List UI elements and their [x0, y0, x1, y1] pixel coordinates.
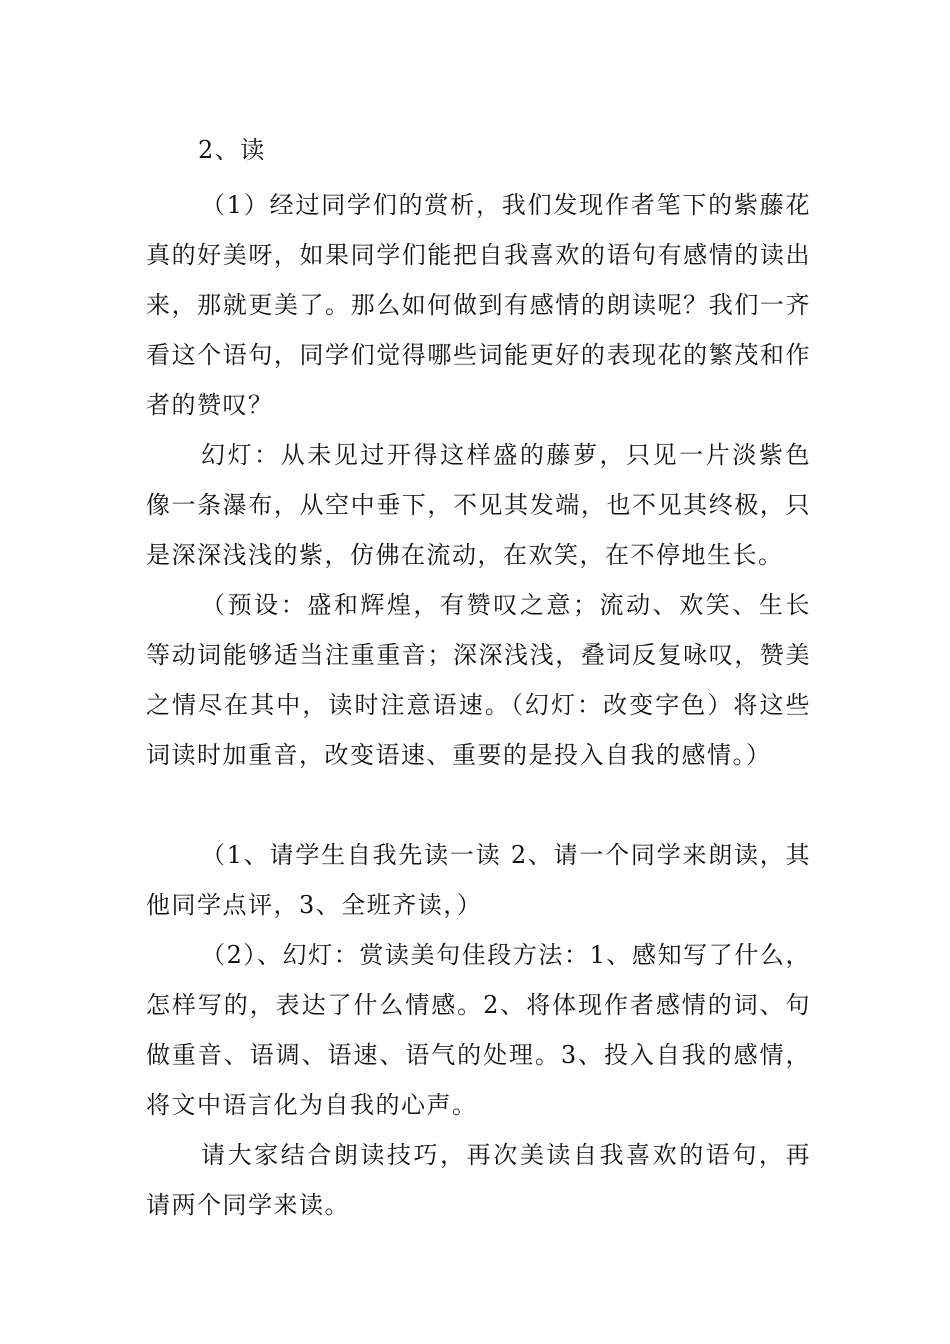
paragraph-closing: 请大家结合朗读技巧，再次美读自我喜欢的语句，再请两个同学来读。 [146, 1141, 811, 1219]
paragraph-method: （2）、幻灯：赏读美句佳段方法：1、感知写了什么，怎样写的，表达了什么情感。2、将体现作者感情的词、句做重音、语调、语速、语气的处理。3、投入自我的感情，将文中语言化为自我的心声。 [146, 941, 811, 1119]
paragraph-slide-quote: 幻灯：从未见过开得这样盛的藤萝，只见一片淡紫色像一条瀑布，从空中垂下，不见其发端，也不见其终极，只是深深浅浅的紫，仿佛在流动，在欢笑，在不停地生长。 [146, 441, 811, 569]
paragraph-reading-steps: （1、请学生自我先读一读 2、请一个同学来朗读，其他同学点评，3、全班齐读，） [146, 841, 811, 919]
paragraph-preset: （预设：盛和辉煌，有赞叹之意；流动、欢笑、生长等动词能够适当注重重音；深深浅浅，叠词反复咏叹，赞美之情尽在其中，读时注意语速。（幻灯：改变字色）将这些词读时加重音，改变语速、重要的是投入自我的感情。） [146, 591, 811, 769]
paragraph-intro: （1）经过同学们的赏析，我们发现作者笔下的紫藤花真的好美呀，如果同学们能把自我喜欢的语句有感情的读出来，那就更美了。那么如何做到有感情的朗读呢？我们一齐看这个语句，同学们觉得哪些词能更好的表现花的繁茂和作者的赞叹？ [146, 191, 811, 419]
section-heading: 2、读 [198, 136, 266, 164]
